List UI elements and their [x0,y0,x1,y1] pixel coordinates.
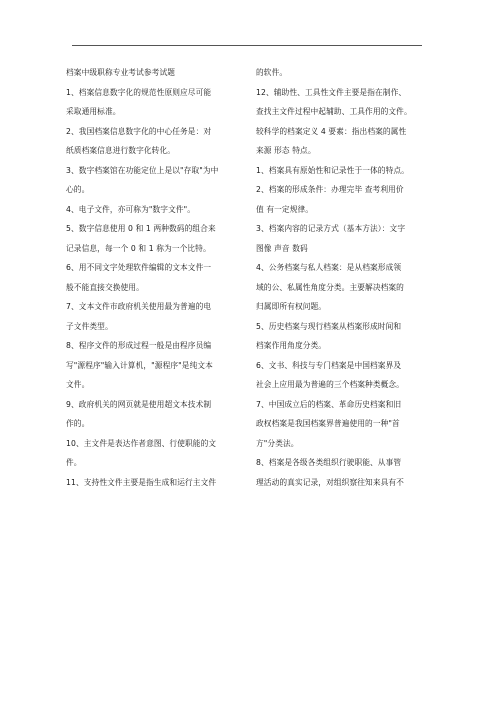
text-line: 值 有一定规律。 [256,204,314,214]
text-line: 政权档案是我国档案界普遍使用的一种"首 [256,419,400,428]
text-line: 域的公、私属性角度分类。主要解决档案的 [256,282,404,292]
text-line: 5、历史档案与现行档案从档案形成时间和 [256,321,402,331]
text-line: 子文件类型。 [66,321,113,331]
text-line: 10、主文件是表达作者意图、行使职能的文 [66,438,217,448]
text-line: 6、用不同文字处理软件编辑的文本文件一 [66,263,212,272]
text-line: 7、文本文件市政府机关使用最为普遍的电 [66,302,212,311]
right-column [256,63,428,492]
text-line: 8、档案是各级各类组织行驶职能、从事管 [256,458,402,467]
text-line: 记录信息，每一个 0 和 1 称为一个比特。 [66,243,211,253]
text-line: 社会上应用最为普遍的三个档案种类概念。 [256,380,404,389]
text-line: 11、支持性文件主要是指生成和运行主文件 [66,477,217,487]
text-line: 3、档案内容的记录方式（基本方法）：文字 [256,224,406,233]
text-line: 9、政府机关的网页就是使用超文本技术制 [66,399,212,409]
text-line: 图像 声音 数码 [256,243,308,253]
text-line: 1、档案具有原始性和记录性于一体的特点。 [256,165,409,175]
text-line: 理活动的真实记录，对组织察往知来具有不 [256,477,404,487]
text-line: 件。 [66,458,82,467]
text-line: 较科学的档案定义 4 要素：指出档案的属性 [256,126,407,136]
text-line: 心的。 [66,185,90,194]
text-line: 写"源程序"输入计算机，"源程序"是纯文本 [66,360,213,370]
text-line: 归属即所有权问题。 [256,302,327,311]
text-line: 2、档案的形成条件：办理完毕 查考利用价 [256,185,404,194]
text-line: 8、程序文件的形成过程一般是由程序员编 [66,341,212,350]
left-column [66,63,238,492]
text-line: 1、档案信息数字化的规范性原则应尽可能 [66,87,212,97]
text-line: 7、中国成立后的档案、革命历史档案和旧 [256,399,402,409]
text-line: 12、辅助性、工具性文件主要是指在制作、 [256,87,407,97]
text-line: 的软件。 [256,68,288,77]
text-line: 作的。 [66,419,90,428]
text-line: 3、数字档案馆在功能定位上是以"存取"为中 [66,165,219,175]
text-line: 来源 形态 特点。 [256,146,316,155]
text-line: 5、数字信息使用 0 和 1 两种数码的组合来 [66,224,216,233]
text-line: 4、公务档案与私人档案：是从档案形成领 [256,263,402,272]
text-line: 文件。 [66,380,90,389]
text-line: 般不能直接交换使用。 [66,282,144,292]
text-line: 方"分类法。 [256,438,299,448]
text-line: 查找主文件过程中起辅助、工具作用的文件。 [256,107,412,116]
text-line: 2、我国档案信息数字化的中心任务是：对 [66,126,212,136]
text-line: 4、电子文件，亦可称为"数字文件"。 [66,204,196,214]
header-rule [72,45,422,46]
text-line: 档案作用角度分类。 [256,341,327,350]
text-line: 纸质档案信息进行数字化转化。 [66,146,176,155]
text-line: 采取通用标准。 [66,107,121,116]
text-line: 6、文书、科技与专门档案是中国档案界及 [256,360,402,370]
text-line: 档案中级职称专业考试参考试题 [66,68,176,77]
